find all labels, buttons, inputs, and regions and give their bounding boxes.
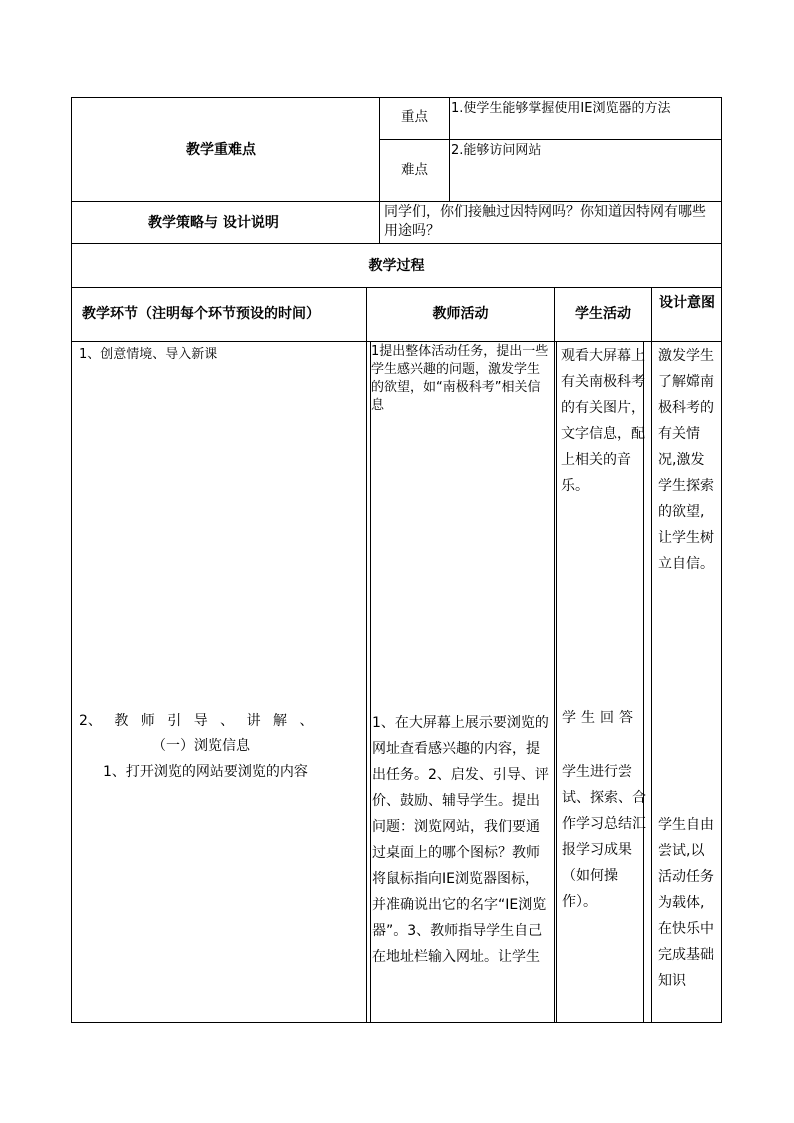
row2-stage-line3: 1、打开浏览的网站要浏览的内容 [103, 764, 308, 780]
row1-stage: 1、创意情境、导入新课 [79, 347, 218, 362]
focus-label: 重点 [401, 109, 428, 125]
header-stage: 教学环节（注明每个环节预设的时间） [82, 306, 320, 322]
strategy-text: 同学们，你们接触过因特网吗？你知道因特网有哪些用途吗？ [384, 204, 706, 239]
row2-student-answer: 学生回答 [562, 710, 638, 726]
row1-student: 观看大屏幕上有关南极科考的有关图片，文字信息，配上相关的音乐。 [561, 348, 645, 494]
row2-stage-line2: （一）浏览信息 [152, 738, 250, 754]
key-points-title: 教学重难点 [186, 142, 256, 158]
row2-student-activity: 学生进行尝试、探索、合作学习总结汇报学习成果（如何操作）。 [562, 764, 646, 910]
row2-stage-line1: 2、 教 师 引 导 、 讲 解 、 [79, 713, 314, 729]
strategy-title: 教学策略与 设计说明 [148, 215, 279, 231]
difficulty-label: 难点 [401, 162, 428, 178]
row1-teacher: 1提出整体活动任务，提出一些学生感兴趣的问题，激发学生的欲望，如“南极科考”相关信息 [371, 344, 549, 413]
row2-teacher: 1、在大屏幕上展示要浏览的网址查看感兴趣的内容，提出任务。2、启发、引导、评价、鼓励、辅导学生。提出问题：浏览网站，我们要通过桌面上的哪个图标？教师将鼠标指向IE浏览器图标，并准确说出它的名字“IE浏览器”。3、教师指导学生自己在地址栏输入网址。让学生 [372, 715, 549, 965]
difficulty-text: 2.能够访问网站 [451, 143, 542, 158]
header-teacher: 教师活动 [432, 306, 489, 322]
row1-design: 激发学生了解嫦南极科考的有关情况,激发学生探索的欲望,让学生树立自信。 [658, 348, 714, 572]
focus-text: 1.使学生能够掌握使用IE浏览器的方法 [451, 101, 671, 116]
row2-design: 学生自由尝试,以活动任务为载体,在快乐中完成基础知识 [658, 817, 714, 989]
header-student: 学生活动 [575, 306, 631, 322]
process-title: 教学过程 [368, 258, 425, 274]
header-design: 设计意图 [659, 295, 715, 311]
